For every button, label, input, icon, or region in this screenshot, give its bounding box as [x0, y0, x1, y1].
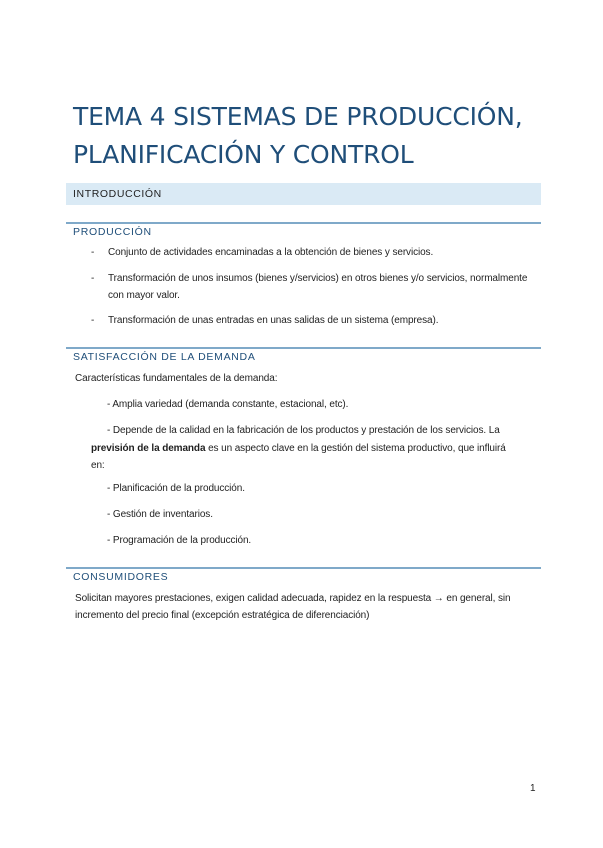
demand-intro: Características fundamentales de la demanda: [75, 373, 278, 384]
section-heading-satisfaccion: SATISFACCIÓN DE LA DEMANDA [73, 351, 256, 363]
demand-item: - Amplia variedad (demanda constante, estacional, etc). [107, 399, 349, 410]
demand-subitem: - Programación de la producción. [107, 535, 252, 546]
page-number: 1 [530, 783, 536, 794]
demand-item: - Depende de la calidad en la fabricación de los productos y prestación de los servicios. La [107, 425, 500, 436]
document-title: TEMA 4 SISTEMAS DE PRODUCCIÓN, PLANIFICACIÓN Y CONTROL [73, 102, 523, 169]
demand-subitem: - Gestión de inventarios. [107, 509, 213, 520]
section-heading-consumidores: CONSUMIDORES [73, 571, 169, 583]
list-item: Transformación de unas entradas en unas salidas de un sistema (empresa). [108, 315, 439, 326]
demand-item-continuation [91, 440, 541, 457]
section-heading-produccion: PRODUCCIÓN [73, 226, 152, 238]
bullet-dash: - [91, 273, 95, 284]
list-item: Transformación de unos insumos (bienes y/servicios) en otros bienes y/o servicios, normalmente con mayor valor. [108, 273, 528, 301]
bullet-dash: - [91, 247, 95, 258]
demand-subitem: - Planificación de la producción. [107, 483, 245, 494]
bullet-dash: - [91, 315, 95, 326]
section-divider [66, 222, 541, 224]
list-item: Conjunto de actividades encaminadas a la obtención de bienes y servicios. [108, 247, 434, 258]
section-divider [66, 567, 541, 569]
demand-item-continuation: en: [91, 460, 105, 471]
intro-heading: INTRODUCCIÓN [66, 183, 541, 205]
consumers-text: Solicitan mayores prestaciones, exigen calidad adecuada, rapidez en la respuesta → en general, sin incremento del precio final (excepción estratégica de diferenciación) [75, 593, 511, 621]
highlighted-term: previsión de la demanda [91, 443, 206, 454]
demand-item-text: es un aspecto clave en la gestión del sistema productivo, que influirá [205, 443, 506, 454]
section-divider [66, 347, 541, 349]
